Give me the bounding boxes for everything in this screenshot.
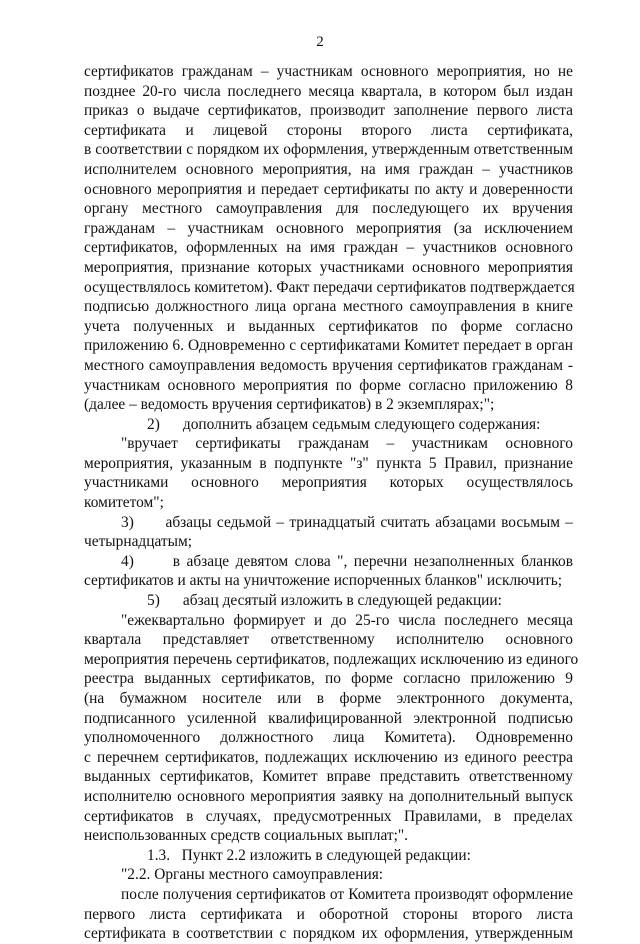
text-line: сертификатов в случаях, предусмотренных Правилами, в пределах — [84, 807, 573, 825]
text-line: сертификата в соответствии с порядком их оформления, утвержденным — [84, 925, 573, 943]
text-line: местного самоуправления ведомость вручения сертификатов гражданам - — [84, 356, 573, 374]
text-line: после получения сертификатов от Комитета производят оформление — [121, 885, 573, 903]
text-line: мероприятия, признание которых участниками основного мероприятия — [84, 258, 573, 276]
text-line: участниками основного мероприятия которых осуществлялось — [84, 474, 573, 492]
text-line: основного мероприятия и передает сертификаты по акту и доверенности — [84, 180, 573, 198]
text-line: (далее – ведомость вручения сертификатов) в 2 экземплярах;"; — [84, 396, 495, 414]
text-line: первого листа сертификата и оборотной стороны второго листа — [84, 905, 573, 923]
text-line: исполнителю основного мероприятия заявку на дополнительный выпуск — [84, 787, 573, 805]
text-line: выданных сертификатов, Комитет вправе представить ответственному — [84, 768, 573, 786]
text-line: "2.2. Органы местного самоуправления: — [121, 866, 384, 884]
text-line: сертификата и лицевой стороны второго листа сертификата, — [84, 121, 573, 139]
text-line: неиспользованных средств социальных выплат;". — [84, 827, 409, 845]
text-line: мероприятия, указанным в подпункте "з" пункта 5 Правил, признание — [84, 454, 573, 472]
text-line: органу местного самоуправления для последующего их вручения — [84, 200, 573, 218]
list-item-1-3: 1.3. Пункт 2.2 изложить в следующей редакции: — [147, 846, 471, 864]
list-item-4: 4) в абзаце девятом слова ", перечни незаполненных бланков — [121, 552, 573, 570]
document-body — [84, 62, 579, 944]
list-item-3: 3) абзацы седьмой – тринадцатый считать абзацами восьмым – — [121, 513, 573, 531]
text-line: сертификатов гражданам – участникам основного мероприятия, но не — [84, 63, 573, 80]
text-line: "ежеквартально формирует и до 25-го числа последнего месяца — [121, 611, 573, 629]
text-line: сертификатов и акты на уничтожение испорченных бланков" исключить; — [84, 572, 563, 590]
text-line: четырнадцатым; — [84, 533, 192, 551]
text-line: подписанного усиленной квалифицированной электронной подписью — [84, 709, 573, 727]
text-line: сертификатов, оформленных на имя граждан – участников основного — [84, 239, 573, 257]
text-line: приказ о выдаче сертификатов, производит заполнение первого листа — [84, 102, 573, 120]
list-item-5: 5) абзац десятый изложить в следующей редакции: — [147, 592, 502, 610]
text-line: мероприятия перечень сертификатов, подлежащих исключению из единого — [84, 650, 579, 668]
text-line: реестра выданных сертификатов, по форме согласно приложению 9 — [84, 670, 573, 688]
text-line: в соответствии с порядком их оформления, утвержденным ответственным — [84, 141, 573, 159]
text-line: с перечнем сертификатов, подлежащих исключению из единого реестра — [84, 748, 573, 766]
text-line: "вручает сертификаты гражданам – участникам основного — [121, 435, 573, 453]
text-line: учета полученных и выданных сертификатов по форме согласно — [84, 317, 573, 335]
text-line: уполномоченного должностного лица Комитета). Одновременно — [84, 729, 573, 747]
text-line: приложению 6. Одновременно с сертификатами Комитет передает в орган — [84, 337, 573, 355]
list-item-2: 2) дополнить абзацем седьмым следующего содержания: — [147, 415, 541, 433]
text-line: осуществлялось комитетом). Факт передачи сертификатов подтверждается — [84, 278, 575, 296]
text-line: подписью должностного лица органа местного самоуправления в книге — [84, 298, 573, 316]
page-number: 2 — [316, 34, 324, 50]
text-line: исполнителем основного мероприятия, на имя граждан – участников — [84, 160, 573, 178]
text-line: (на бумажном носителе или в форме электронного документа, — [84, 690, 573, 707]
text-line: комитетом"; — [84, 494, 164, 512]
text-line: позднее 20-го числа последнего месяца квартала, в котором был издан — [84, 82, 573, 100]
text-line: участникам основного мероприятия по форме согласно приложению 8 — [84, 376, 573, 394]
text-line: квартала представляет ответственному исполнителю основного — [84, 631, 573, 649]
text-line: гражданам – участникам основного мероприятия (за исключением — [84, 219, 573, 237]
